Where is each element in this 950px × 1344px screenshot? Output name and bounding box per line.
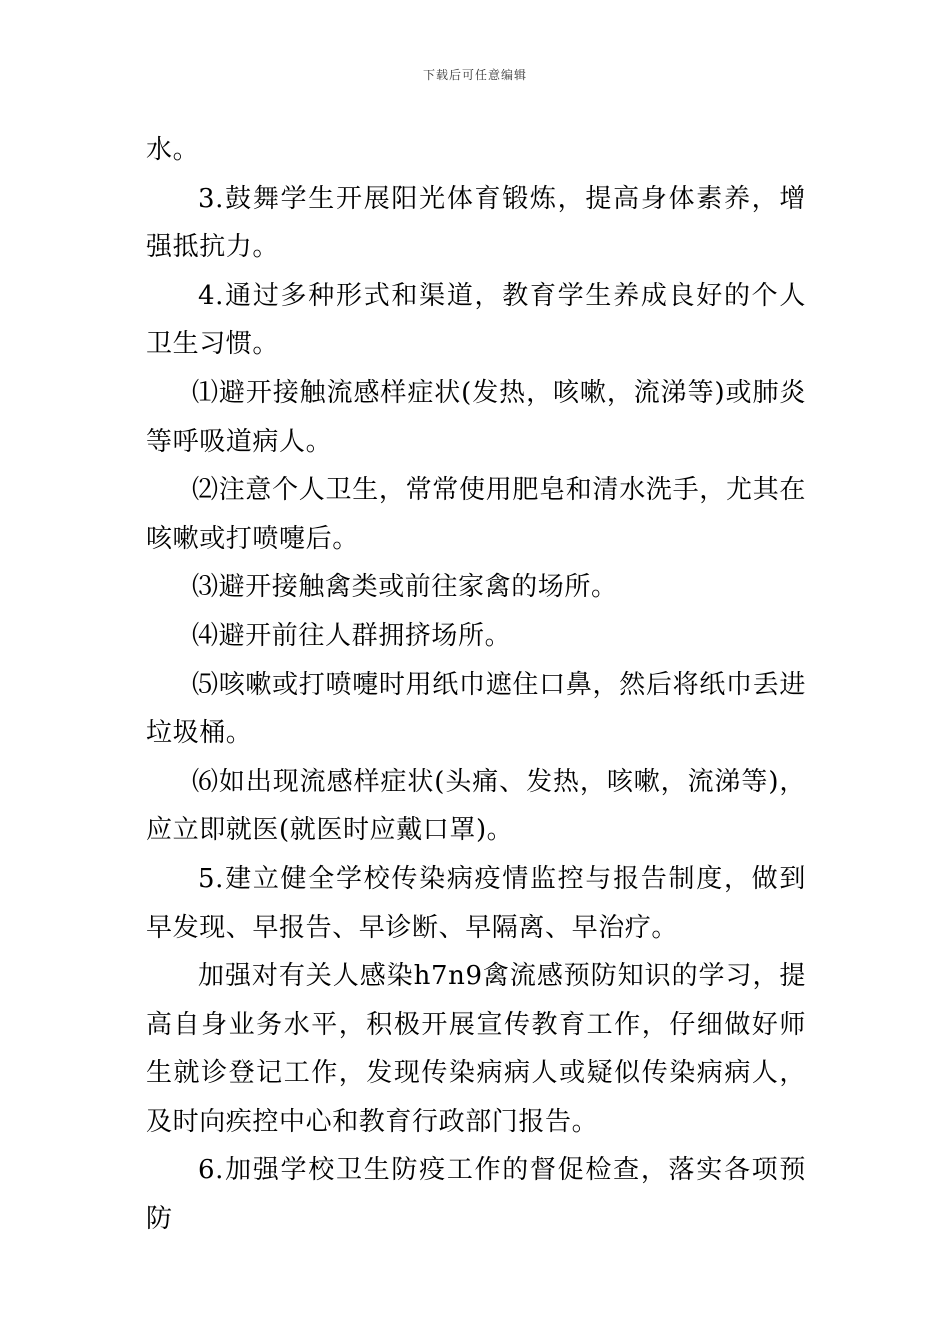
paragraph-4: ⑴避开接触流感样症状(发热，咳嗽，流涕等)或肺炎等呼吸道病人。 bbox=[146, 377, 806, 457]
paragraph-7: ⑷避开前往人群拥挤场所。 bbox=[192, 620, 512, 651]
paragraph-6: ⑶避开接触禽类或前往家禽的场所。 bbox=[192, 572, 618, 603]
paragraph-9: ⑹如出现流感样症状(头痛、发热，咳嗽，流涕等)，应立即就医(就医时应戴口罩)。 bbox=[146, 766, 806, 846]
paragraph-12: 6.加强学校卫生防疫工作的督促检查，落实各项预防 bbox=[146, 1155, 806, 1235]
paragraph-2: 3.鼓舞学生开展阳光体育锻炼，提高身体素养，增强抵抗力。 bbox=[146, 183, 806, 263]
paragraph-3: 4.通过多种形式和渠道，教育学生养成良好的个人卫生习惯。 bbox=[146, 280, 806, 360]
page-header: 下载后可任意编辑 bbox=[422, 68, 527, 82]
paragraph-10: 5.建立健全学校传染病疫情监控与报告制度，做到早发现、早报告、早诊断、早隔离、早治疗。 bbox=[146, 863, 806, 943]
paragraph-8: ⑸咳嗽或打喷嚏时用纸巾遮住口鼻，然后将纸巾丢进垃圾桶。 bbox=[146, 669, 806, 749]
paragraph-1: 水。 bbox=[146, 135, 200, 165]
document-body bbox=[146, 126, 806, 1244]
paragraph-5: ⑵注意个人卫生，常常使用肥皂和清水洗手，尤其在咳嗽或打喷嚏后。 bbox=[146, 475, 806, 554]
paragraph-11: 加强对有关人感染h7n9禽流感预防知识的学习，提高自身业务水平，积极开展宣传教育工作，仔细做好师生就诊登记工作，发现传染病病人或疑似传染病病人，及时向疾控中心和教育行政部门报告。 bbox=[146, 961, 806, 1137]
